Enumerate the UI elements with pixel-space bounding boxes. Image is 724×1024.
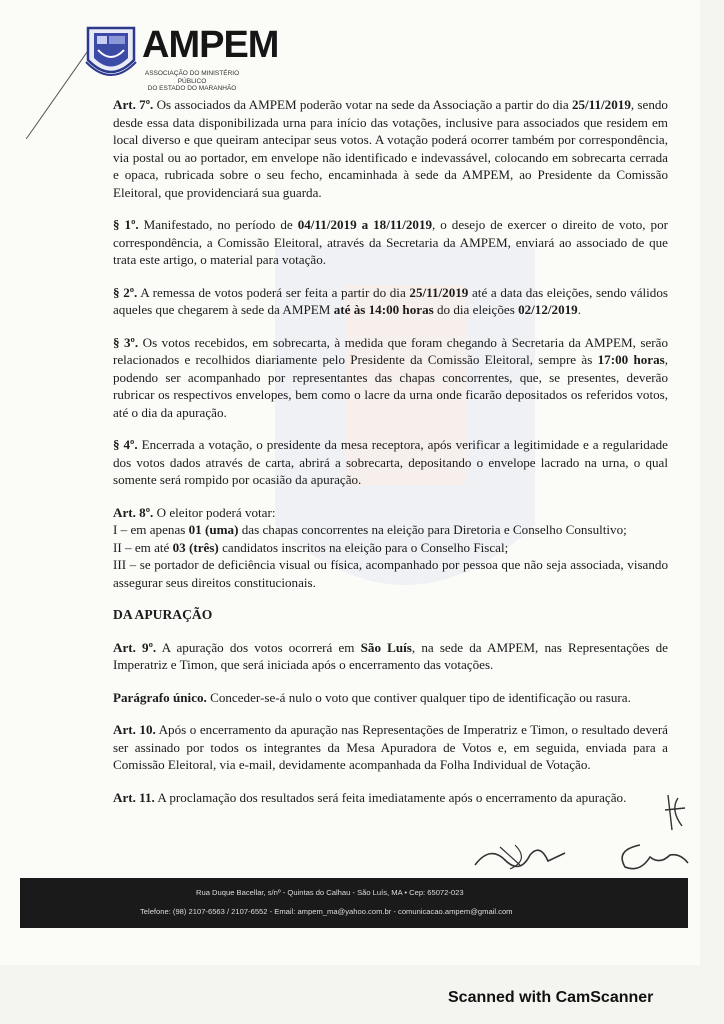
art8-item-2: II – em até 03 (três) candidatos inscritos na eleição para o Conselho Fiscal; [113,539,509,555]
signature-1 [470,835,580,875]
signature-2 [610,835,690,875]
art8-item-3: III – se portador de deficiência visual ou física, acompanhado por pessoa que não seja associada, visando assegurar seus direitos constitucionais. [113,557,668,590]
paragraph-2: § 2º. A remessa de votos poderá ser feita a partir do dia 25/11/2019 até a data das eleições, sendo válidos aqueles que chegarem à sede da AMPEM até às 14:00 horas do dia eleições 02/12/2019. [113,284,668,317]
paragraph-3: § 3º. Os votos recebidos, em sobrecarta, à medida que foram chegando à Secretaria da AMPEM, serão relacionados e recolhidos diariamente pelo Presidente da Comissão Eleitoral, sempre às 17:00 horas, podendo ser acompanhado por representantes das chapas concorrentes, que, se presentes, deverão rubricar os respectivos envelopes, bem como o lacre da urna onde ficarão depositados os referidos votos, até o dia da apuração. [113,334,669,420]
logo-subtitle: ASSOCIAÇÃO DO MINISTÉRIO PÚBLICO DO ESTADO DO MARANHÃO [144,70,240,92]
paragrafo-unico: Parágrafo único. Conceder-se-á nulo o voto que contiver qualquer tipo de identificação ou rasura. [113,689,631,705]
footer-bar [20,878,688,928]
article-11: Art. 11. A proclamação dos resultados será feita imediatamente após o encerramento da apuração. [113,789,627,805]
logo-wordmark: AMPEM [142,24,279,66]
paragraph-4: § 4º. Encerrada a votação, o presidente da mesa receptora, após verificar a legitimidade e a regularidade dos votos dados através de carta, abrirá a sobrecarta, depositando o envelope lacrado na urna, o qual somente será rompido por ocasião da apuração. [113,437,668,487]
article-9: Art. 9º. A apuração dos votos ocorrerá em São Luís, na sede da AMPEM, nas Representações de Imperatriz e Timon, que será iniciada após o encerramento das votações. [113,639,668,672]
scanner-watermark: Scanned with CamScanner [448,989,654,1006]
paragraph-1: § 1º. Manifestado, no período de 04/11/2019 a 18/11/2019, o desejo de exercer o direito de voto, por correspondência, a Comissão Eleitoral, através da Secretaria da AMPEM, enviará ao associado de que trata este artigo, o material para votação. [113,217,669,267]
crest-icon [84,24,138,84]
footer-contact: Telefone: (98) 2107-6563 / 2107-6552 - Email: ampem_ma@yahoo.com.br - comunicacao.ampem@gmail.com [140,907,513,916]
article-7: Art. 7º. Os associados da AMPEM poderão votar na sede da Associação a partir do dia 25/11/2019, sendo desde essa data disponibilizada urna para início das votações, inclusive para associados que residem em local diverso e que queiram antecipar seus votos. A votação poderá ocorrer também por correspondência, via postal ou ao portador, em envelope não identificado e indevassável, colocando em sobrecarta cerrada e opaca, rubricada sobre o seu fecho, encaminhada à sede da AMPEM, ao Presidente da Comissão Eleitoral, que providenciará sua guarda. [113,97,668,200]
article-10: Art. 10. Após o encerramento da apuração nas Representações de Imperatriz e Timon, o resultado deverá ser assinado por todos os integrantes da Mesa Apuradora de Votos e, em seguida, enviada para a Comissão Eleitoral, via e-mail, devidamente acompanhada da Folha Individual de Votação. [113,722,668,772]
article-8: Art. 8º. O eleitor poderá votar: I – em apenas 01 (uma) das chapas concorrentes na eleição para Diretoria e Conselho Consultivo; II – em até 03 (três) candidatos inscritos na eleição para o Conselho Fiscal; III – se portador de deficiência visual ou física, acompanhado por pessoa que não seja associada, visando assegurar seus direitos constitucionais. [113,504,668,590]
art8-item-1: I – em apenas 01 (uma) das chapas concorrentes na eleição para Diretoria e Conselho Consultivo; [113,522,627,537]
section-heading: DA APURAÇÃO [113,607,213,622]
ampem-logo [84,22,294,92]
page-corner-line [0,0,96,139]
document-body [113,96,668,821]
margin-initials [660,790,690,835]
footer-address: Rua Duque Bacellar, s/nº - Quintas do Calhau - São Luís, MA • Cep: 65072-023 [196,888,464,897]
